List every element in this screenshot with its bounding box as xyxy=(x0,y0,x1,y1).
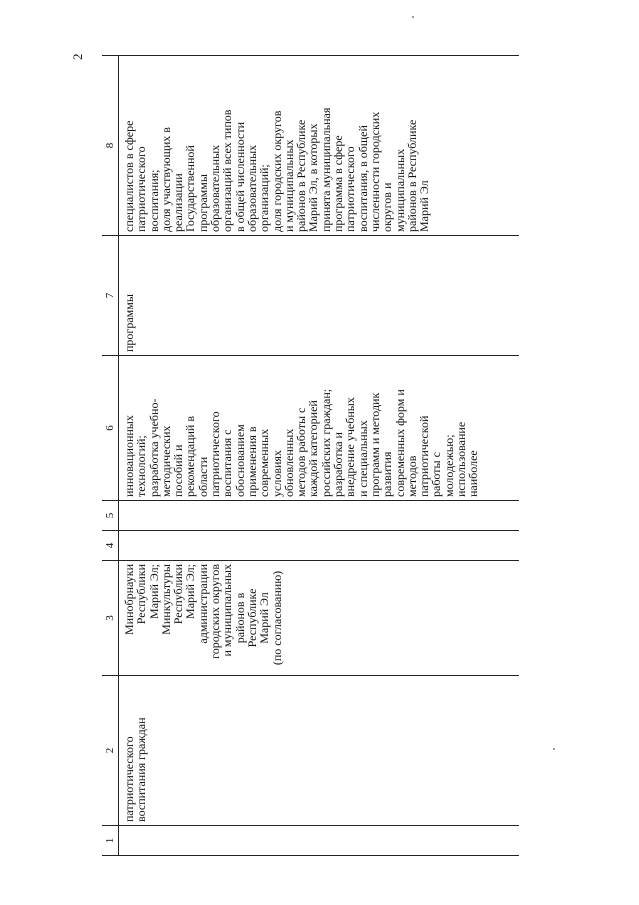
cell-line: патриотического xyxy=(134,146,149,232)
cell-line: работы с xyxy=(429,452,444,497)
column-header-5: 5 xyxy=(102,501,119,531)
column-header-7: 7 xyxy=(102,236,119,356)
cell-line: российских граждан; xyxy=(318,388,333,497)
cell-line: патриотического xyxy=(122,736,136,822)
cell-line: Республики xyxy=(134,564,149,625)
cell-line: специалистов в сфере xyxy=(122,120,136,232)
cell-line: Минобрнауки xyxy=(122,564,136,636)
column-header-8: 8 xyxy=(102,56,119,236)
cell-line: воспитания, в общей xyxy=(355,125,370,232)
cell-line: Марий Эл; xyxy=(146,564,161,619)
cell-line: условиях xyxy=(269,450,284,497)
cell-line: в общей численности xyxy=(232,122,247,232)
data-table xyxy=(102,55,519,856)
cell-line: образовательных xyxy=(208,144,223,232)
cell-line: патриотического xyxy=(343,146,358,232)
cell-line: численности городских xyxy=(367,111,382,232)
cell-line: доля участвующих в xyxy=(158,127,173,232)
cell-line: современных форм и xyxy=(392,389,407,497)
cell-line: развития xyxy=(380,451,395,497)
cell-col-8 xyxy=(119,56,520,236)
cell-line: и муниципальных xyxy=(220,564,235,657)
rotated-table-wrapper xyxy=(102,56,522,856)
cell-line: области xyxy=(195,456,210,497)
cell-line: молодежью; xyxy=(441,434,456,497)
cell-line: наиболее xyxy=(466,450,481,497)
column-header-4: 4 xyxy=(102,531,119,561)
cell-line: программы xyxy=(122,294,136,352)
cell-line: Минкультуры xyxy=(158,564,173,635)
cell-line: администрации xyxy=(195,564,210,644)
cell-line: Марий Эл xyxy=(417,180,432,232)
cell-line: (по согласованию) xyxy=(269,570,284,666)
cell-line: разработка учебно- xyxy=(146,398,161,497)
cell-line: использование xyxy=(454,421,469,497)
cell-line: обоснованием xyxy=(232,424,247,497)
cell-line: пособий и xyxy=(171,444,186,497)
cell-line: и специальных xyxy=(355,420,370,497)
cell-line: каждой категорией xyxy=(306,400,321,497)
cell-line: воспитания; xyxy=(146,169,161,232)
cell-line: принята муниципальная xyxy=(318,107,333,232)
cell-line: внедрение учебных xyxy=(343,397,358,497)
cell-line: муниципальных xyxy=(392,148,407,232)
scan-dot xyxy=(412,16,414,18)
cell-line: применения в xyxy=(244,426,259,497)
cell-line: воспитания граждан xyxy=(134,717,149,822)
cell-line: программ и методик xyxy=(367,392,382,497)
header-row xyxy=(102,56,119,856)
cell-line: патриотической xyxy=(417,415,432,497)
cell-line: организаций; xyxy=(257,164,272,232)
cell-line: районов в xyxy=(232,592,247,644)
cell-line: программы xyxy=(195,174,210,232)
cell-line: Государственной xyxy=(183,145,198,232)
cell-col-5 xyxy=(119,501,520,531)
cell-line: инновационных xyxy=(122,415,136,497)
cell-line: Марий Эл, в которых xyxy=(306,123,321,232)
page-number: 2 xyxy=(70,53,85,60)
cell-line: районов в Республике xyxy=(404,119,419,232)
cell-line: Республике xyxy=(244,588,259,648)
table-row xyxy=(119,56,520,856)
cell-line: рекомендаций в xyxy=(183,415,198,497)
cell-line: технологий; xyxy=(134,435,149,497)
cell-line: современных xyxy=(257,428,272,497)
cell-line: Марий Эл xyxy=(257,592,272,644)
cell-line: методов xyxy=(404,455,419,497)
cell-line: патриотического xyxy=(208,411,223,497)
cell-line: разработка и xyxy=(331,432,346,497)
cell-line: городских округов xyxy=(208,564,223,659)
cell-line: образовательных xyxy=(244,144,259,232)
cell-col-2 xyxy=(119,676,520,826)
cell-line: округов и xyxy=(380,182,395,232)
cell-col-3 xyxy=(119,561,520,676)
cell-line: и муниципальных xyxy=(281,139,296,232)
column-header-3: 3 xyxy=(102,561,119,676)
cell-line: районов в Республике xyxy=(294,119,309,232)
cell-line: воспитания с xyxy=(220,429,235,497)
cell-line: методических xyxy=(158,425,173,497)
column-header-1: 1 xyxy=(102,826,119,856)
cell-col-7 xyxy=(119,236,520,356)
cell-line: программа в сфере xyxy=(331,135,346,232)
cell-line: организаций всех типов xyxy=(220,109,235,232)
cell-line: доля городских округов xyxy=(269,110,284,232)
cell-col-1 xyxy=(119,826,520,856)
column-header-6: 6 xyxy=(102,356,119,501)
scan-dot xyxy=(553,748,555,750)
cell-line: методов работы с xyxy=(294,407,309,497)
column-header-2: 2 xyxy=(102,676,119,826)
cell-col-6 xyxy=(119,356,520,501)
cell-line: Республики xyxy=(171,564,186,625)
cell-col-4 xyxy=(119,531,520,561)
cell-line: Марий Эл; xyxy=(183,564,198,619)
cell-line: реализации xyxy=(171,173,186,232)
cell-line: обновленных xyxy=(281,428,296,497)
